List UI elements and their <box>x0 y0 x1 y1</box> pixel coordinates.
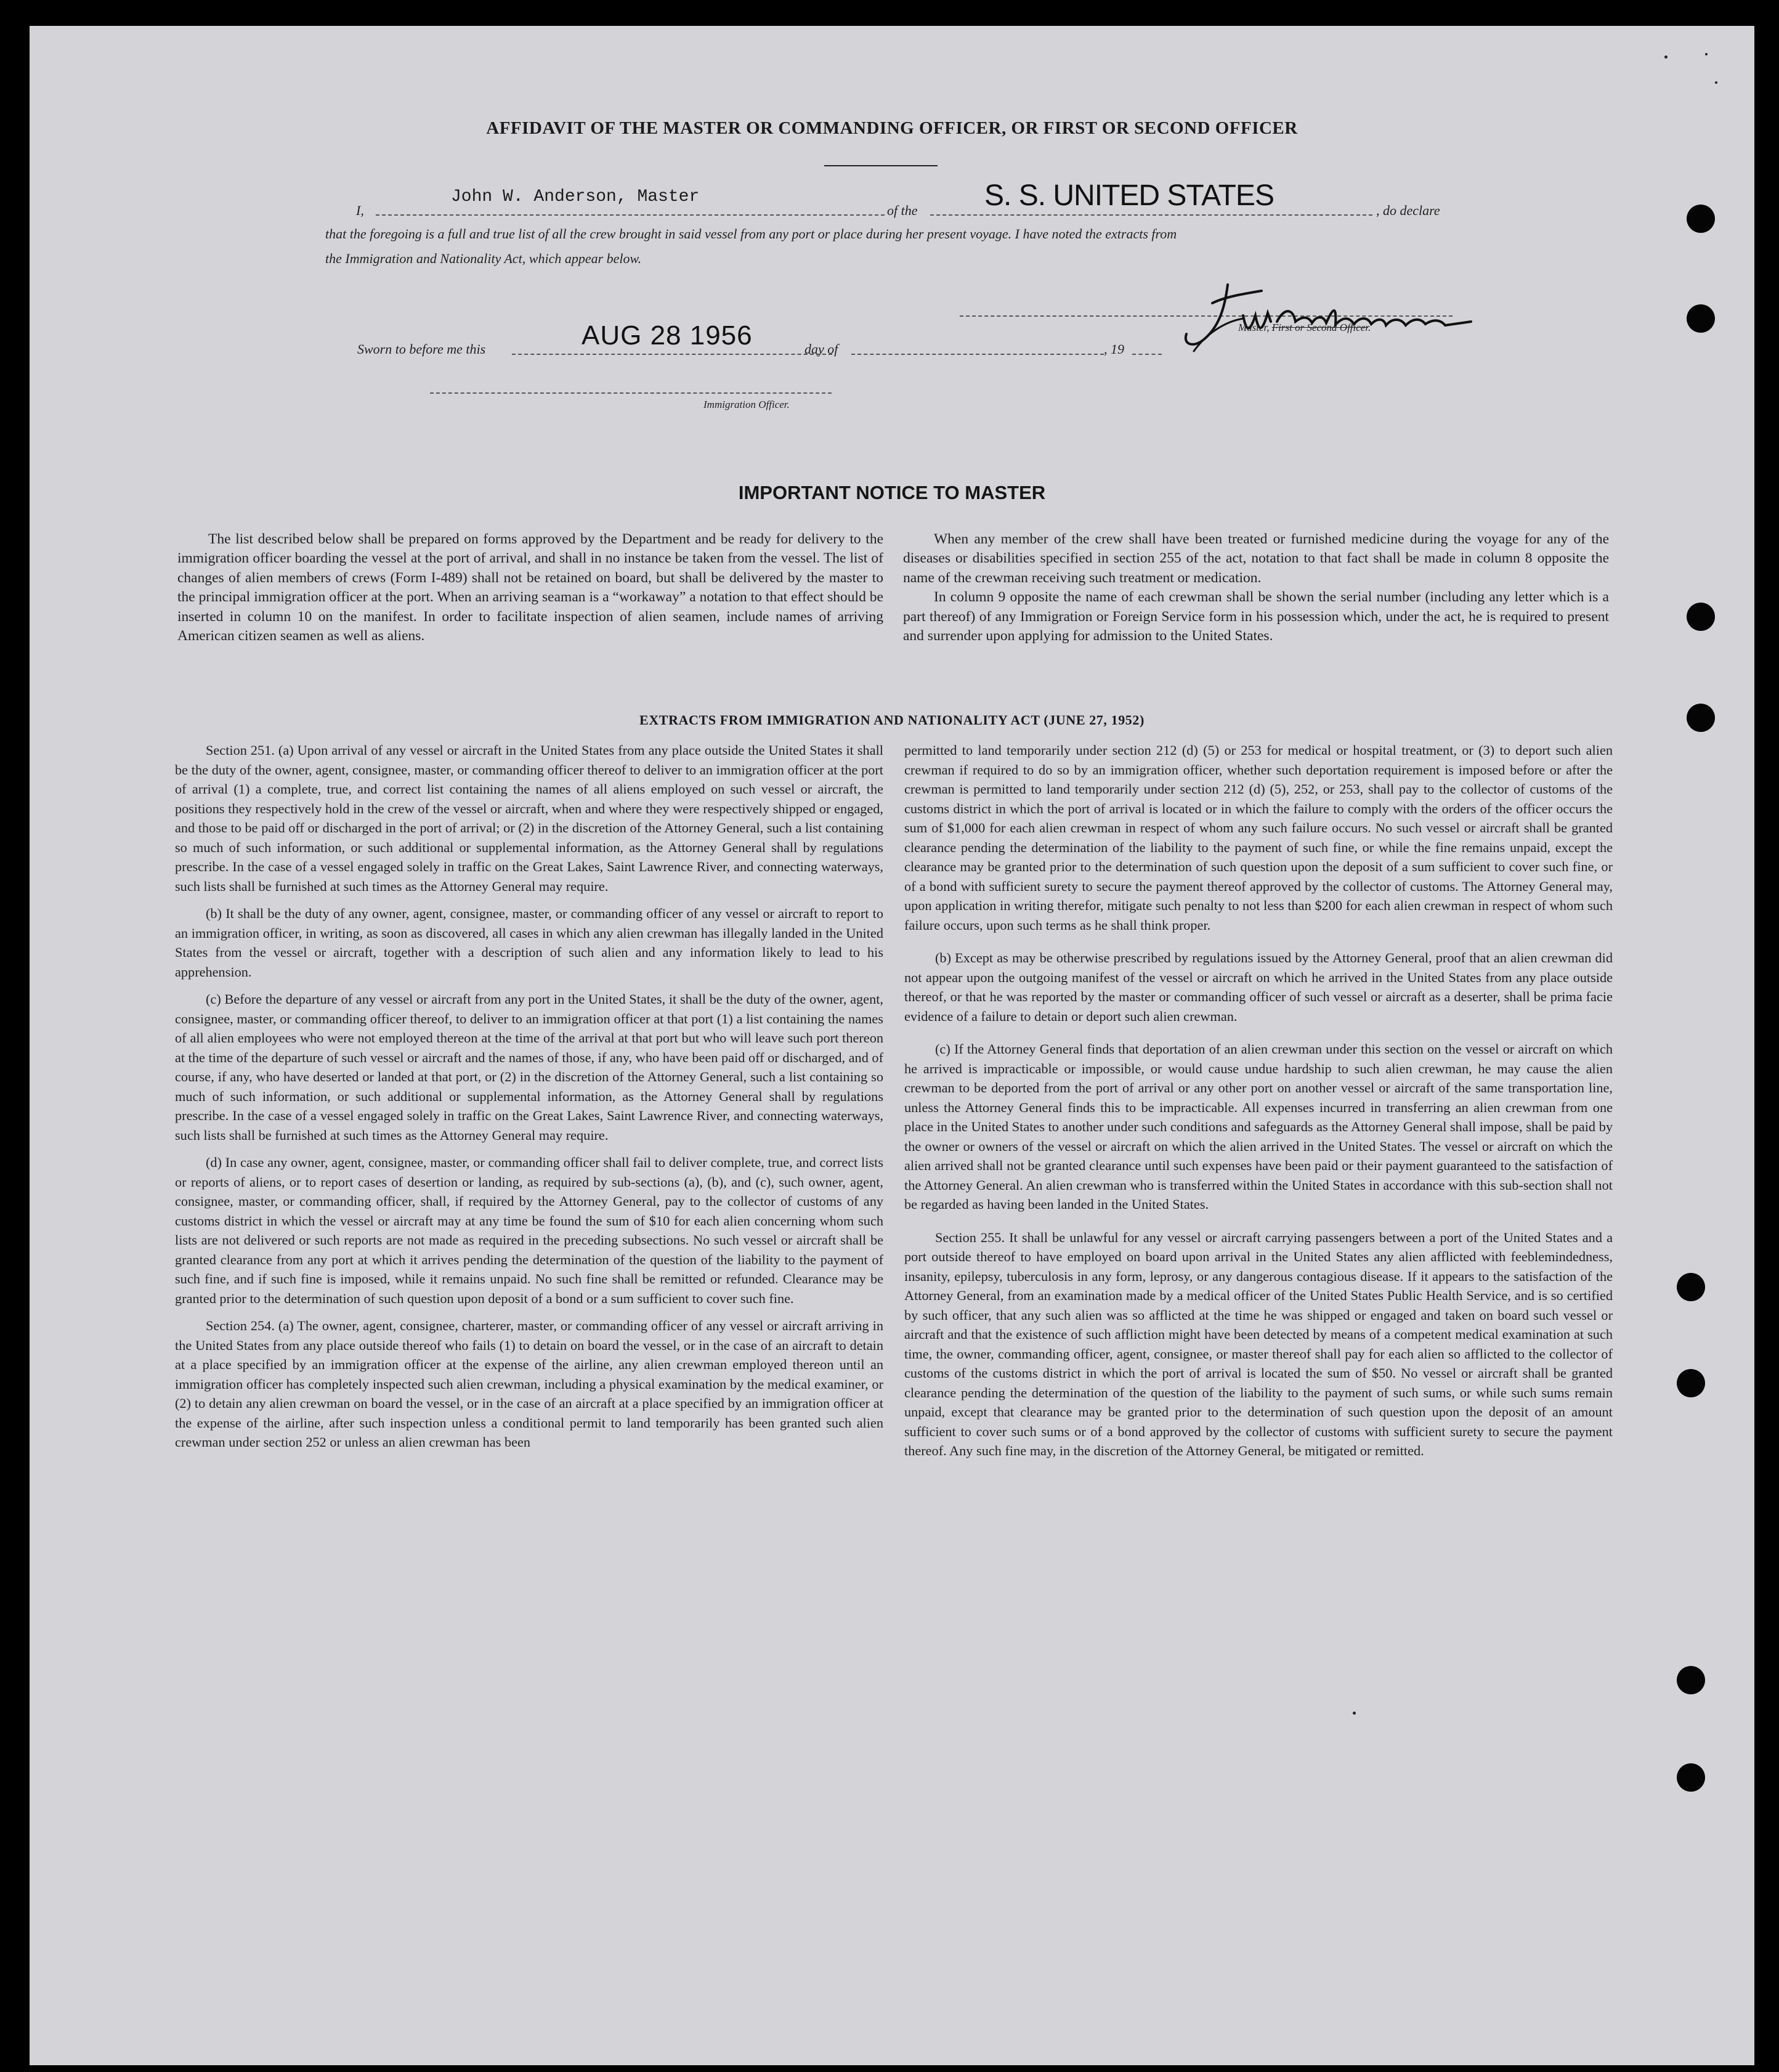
section-254-b: (b) Except as may be otherwise prescribed by regulations issued by the Attorney General, proof that an alien crewman did not appear upon the outgoing manifest of the vessel or aircraft on which he arrived in the United States from any place outside thereof, or that he was reported by the master or commanding officer of such vessel or aircraft as a deserter, shall be prima facie evidence of a failure to detain or deport such alien crewman. <box>904 950 1613 1024</box>
year-field-line <box>1132 354 1162 355</box>
punch-hole <box>1687 603 1715 631</box>
notice-heading: IMPORTANT NOTICE TO MASTER <box>738 482 1046 503</box>
section-251-d: (d) In case any owner, agent, consignee, master, or commanding officer shall fail to deliver complete, true, and correct lists or reports of aliens, or to report cases of desertion or landing, as required by sub-sections (a), (b), and (c), such owner, agent, consignee, master, or commanding officer, shall, if required by the Attorney General, pay to the collector of customs of any customs district in which the vessel or aircraft may at any time be found the sum of $10 for each alien concerning whom such lists are not delivered or such reports are not made as required in the preceding subsections. No such vessel or aircraft shall be granted clearance from any port at which it arrives pending the determination of the question of the liability to the payment of such fine, and if such fine is imposed, while it remains unpaid. No such fine shall be remitted or refunded. Clearance may be granted prior to the determination of such question upon deposit of a bond or a sum sufficient to cover such fine. <box>175 1155 883 1306</box>
signature-caption-struck: First or Second Officer <box>1271 322 1369 333</box>
notice-right-paragraph-2: In column 9 opposite the name of each crewman shall be shown the serial number (including any letter which is a part thereof) of any Immigration or Foreign Service form in his possession which, under the act, he is required to present and surrender upon applying for admission to the United States. <box>903 589 1609 644</box>
declaration-line-1: that the foregoing is a full and true list of all the crew brought in said vessel from any port or place during her present voyage. I have noted the extracts from <box>325 226 1177 242</box>
notice-left-paragraph: The list described below shall be prepared on forms approved by the Department and be ready for delivery to the immigration officer boarding the vessel at the port of arrival, and shall in no instance be taken from the vessel. The list of changes of alien members of crews (Form I-489) shall not be retained on board, but shall be delivered by the master to the principal immigration officer at the port. When an arriving seaman is a “workaway” a notation to that effect should be inserted in column 10 on the manifest. In order to facilitate inspection of alien seamen, include names of arriving American citizen seamen as well as aliens. <box>177 531 883 644</box>
sworn-date-line <box>512 354 832 355</box>
do-declare-label: , do declare <box>1376 203 1440 218</box>
notice-right-column <box>903 530 1609 646</box>
speck <box>1353 1712 1356 1715</box>
master-name-field: John W. Anderson, Master <box>451 187 700 206</box>
document-page <box>30 26 1754 2065</box>
affidavit-title: AFFIDAVIT OF THE MASTER OR COMMANDING OFFICER, OR FIRST OR SECOND OFFICER <box>486 118 1298 138</box>
signature-caption-end: . <box>1368 322 1371 333</box>
extracts-heading: EXTRACTS FROM IMMIGRATION AND NATIONALITY ACT (JUNE 27, 1952) <box>639 712 1145 728</box>
immigration-officer-label: Immigration Officer. <box>703 399 790 410</box>
day-of-label: day of <box>804 341 838 357</box>
notice-left-column <box>177 530 883 646</box>
section-251-a: Section 251. (a) Upon arrival of any vessel or aircraft in the United States from any place outside the United States it shall be the duty of the owner, agent, consignee, master, or commanding officer thereof to deliver to an immigration officer at the port of arrival (1) a complete, true, and correct list containing the names of all aliens employed on such vessel or aircraft, the positions they respectively hold in the crew of the vessel or aircraft, when and where they were respectively shipped or engaged, and those to be paid off or discharged in the port of arrival; or (2) in the discretion of the Attorney General, such a list containing so much of such information, or such additional or supplemental information, as the Attorney General shall by regulations prescribe. In the case of a vessel engaged solely in traffic on the Great Lakes, Saint Lawrence River, and connecting waterways, such lists shall be furnished at such times as the Attorney General may require. <box>175 742 883 894</box>
section-251-c: (c) Before the departure of any vessel or aircraft from any port in the United States, it shall be the duty of the owner, agent, consignee, master, or commanding officer thereof, to deliver to an immigration officer at that port (1) a list containing the names of all alien employees who were not employed thereon at the time of the arrival at that port but who will leave such port thereon at the time of the departure of such vessel or aircraft and the names of those, if any, who have been paid off or discharged, and of course, if any, who have deserted or landed at that port, or (2) in the discretion of the Attorney General, such a list containing so much of such information, or such additional or supplemental information, as the Attorney General shall by regulations prescribe. In the case of a vessel engaged solely in traffic on the Great Lakes, Saint Lawrence River, and connecting waterways, such lists shall be furnished at such times as the Attorney General may require. <box>175 991 883 1143</box>
punch-hole <box>1677 1369 1705 1397</box>
year-label: , 19 <box>1104 341 1124 357</box>
punch-hole <box>1687 304 1715 333</box>
declaration-line-2: the Immigration and Nationality Act, which appear below. <box>325 251 642 266</box>
section-254-a-continued: permitted to land temporarily under section 212 (d) (5) or 253 for medical or hospital treatment, or (3) to deport such alien crewman if required to do so by an immigration officer, whether such deportation requirement is imposed before or after the crewman is permitted to land temporarily under section 212 (d) (5), 252, or 253, shall pay to the collector of customs of the customs district in which the port of arrival is located or in which the failure to comply with the orders of the officer occurs the sum of $1,000 for each alien crewman in respect of whom any such failure occurs. No such vessel or aircraft shall be granted clearance pending the determination of the liability to the payment of such fine, or while the fine remains unpaid, except the clearance may be granted prior to the determination of such question upon the deposit of a sum sufficient to cover such fine, or of a bond with sufficient surety to secure the payment thereof approved by the collector of customs. The Attorney General may, upon application in writing therefor, mitigate such penalty to not less than $200 for each alien crewman in respect of whom such failure occurs, upon such terms as he shall think proper. <box>904 742 1613 933</box>
sworn-label: Sworn to before me this <box>357 341 486 357</box>
punch-hole <box>1677 1666 1705 1694</box>
i-label: I, <box>356 203 364 218</box>
extracts-right-column <box>904 741 1613 1469</box>
signature-image <box>1169 272 1489 359</box>
vessel-field-line <box>930 214 1372 216</box>
speck <box>1705 53 1708 55</box>
signature-caption <box>1238 322 1371 334</box>
speck <box>1664 55 1668 59</box>
of-the-label: of the <box>887 203 918 218</box>
punch-hole <box>1677 1763 1705 1792</box>
month-field-line <box>851 354 1104 355</box>
signature-caption-master: Master, <box>1238 322 1270 333</box>
notice-right-paragraph-1: When any member of the crew shall have been treated or furnished medicine during the voyage for any of the diseases or disabilities specified in section 255 of the act, notation to that fact shall be made in column 8 opposite the name of the crewman receiving such treatment or medication. <box>903 531 1609 586</box>
speck <box>1715 81 1717 84</box>
section-254-a: Section 254. (a) The owner, agent, consignee, charterer, master, or commanding officer of any vessel or aircraft arriving in the United States from any place outside thereof who fails (1) to detain on board the vessel, or in the case of an aircraft to detain at a place specified by an immigration officer at the expense of the airline, any alien crewman employed thereon until an immigration officer has completely inspected such alien crewman, including a physical examination by the medical examiner, or (2) to detain any alien crewman on board the vessel, or in the case of an aircraft at a place specified by an immigration officer at the expense of the airline, after such inspection unless a conditional permit to land temporarily has been granted such alien crewman under section 252 or unless an alien crewman has been <box>175 1318 883 1450</box>
section-254-c: (c) If the Attorney General finds that deportation of an alien crewman under this section on the vessel or aircraft on which he arrived is impracticable or impossible, or would cause undue hardship to such alien crewman, he may cause the alien crewman to be deported from the port of arrival or any other port on another vessel or aircraft of the same transportation line, unless the Attorney General finds this to be impracticable. All expenses incurred in transferring an alien crewman from one place in the United States to another under such conditions and safeguards as the Attorney General shall impose, shall be paid by the owner or owners of the vessel or aircraft on which the alien arrived in the United States. The vessel or aircraft on which the alien arrived shall not be granted clearance until such expenses have been paid or their payment guaranteed to the satisfaction of the Attorney General. An alien crewman who is transferred within the United States in accordance with this sub-section shall not be regarded as having been landed in the United States. <box>904 1041 1613 1212</box>
section-251-b: (b) It shall be the duty of any owner, agent, consignee, master, or commanding officer of any vessel or aircraft to report to an immigration officer, in writing, as soon as discovered, all cases in which any alien crewman has illegally landed in the United States from the vessel or aircraft, together with a description of such alien and any information likely to lead to his apprehension. <box>175 906 883 980</box>
vessel-name-field: S. S. UNITED STATES <box>984 179 1274 212</box>
title-rule <box>824 165 938 166</box>
immigration-officer-line <box>430 392 832 394</box>
sworn-date-stamp: AUG 28 1956 <box>582 320 753 351</box>
punch-hole <box>1677 1273 1705 1301</box>
section-255: Section 255. It shall be unlawful for any vessel or aircraft carrying passengers between a port of the United States and a port outside thereof to have employed on board upon arrival in the United States any alien afflicted with feeblemindedness, insanity, epilepsy, tuberculosis in any form, leprosy, or any dangerous contagious disease. If it appears to the satisfaction of the Attorney General, from an examination made by a medical officer of the United States Public Health Service, and is so certified by such officer, that any such alien was so afflicted at the time he was shipped or engaged and taken on board such vessel or aircraft and that the existence of such affliction might have been detected by means of a competent medical examination at such time, the owner, commanding officer, agent, consignee, or master thereof shall pay for each alien so afflicted to the collector of customs of the customs district in which the port of arrival is located the sum of $50. No vessel or aircraft shall be granted clearance pending the determination of the question of the liability to the payment of such sums, or while such sums remain unpaid, except that clearance may be granted prior to the determination of such question upon the deposit of an amount sufficient to cover such sums or of a bond approved by the collector of customs with sufficient surety to secure the payment thereof. Any such fine may, in the discretion of the Attorney General, be mitigated or remitted. <box>904 1229 1613 1458</box>
punch-hole <box>1687 704 1715 732</box>
extracts-left-column <box>175 741 883 1460</box>
punch-hole <box>1687 205 1715 233</box>
name-field-line <box>376 214 885 216</box>
